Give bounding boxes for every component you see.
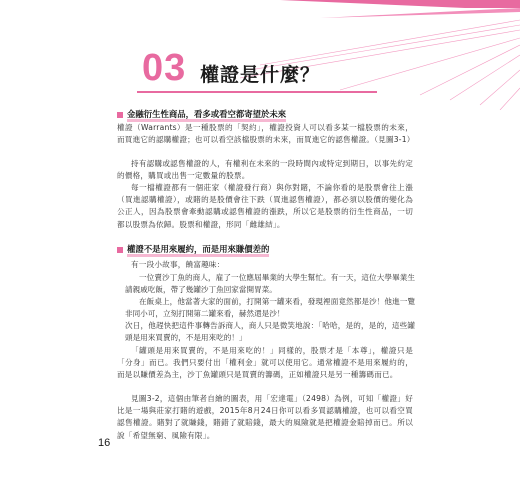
story-intro: 有一段小故事，饒富趣味： (131, 260, 225, 269)
corner-pink-triangle (0, 0, 520, 14)
paragraph: 持有認購或認售權證的人，有權利在未來的一段時間內或特定到期日，以事先約定的價格，購買或出售一定數量的股票。 (117, 159, 413, 181)
section-title-1: 金融衍生性商品，看多或看空都寄望於未來 (117, 108, 286, 120)
header-stripes-decoration (220, 0, 520, 110)
story-paragraph: 在飯桌上，他當著大家的面前，打開第一罐來看，發現裡面竟然都是沙！他進一覽非同小可，立刻打開第二罐來看，赫然還是沙！ (125, 297, 415, 319)
paragraph: 每一檔權證都有一個莊家（權證發行商）與你對賭，不論你看的是股票會往上漲（買進認購權證），或賭的是股價會往下跌（買進認售權證），都必須以股價的變化為公正人，因為股票會牽動認購或認售權證的漲跌，所以它是股票的衍生性商品，一切都以股票為依歸。股票和權證，形同「雌雄結」。 (117, 183, 413, 229)
section-title-2: 權證不是用來履約，而是用來賺價差的 (117, 243, 269, 255)
square-bullet-icon (117, 247, 123, 253)
chapter-number: 03 (142, 47, 187, 89)
square-bullet-icon (117, 112, 123, 118)
paragraph: 權證（Warrants）是一種股票的「契約」，權證投資人可以看多某一檔股票的未來，而買進它的認購權證；也可以看空該檔股票的未來，而買進它的認售權證。（見圖3-1） (117, 123, 415, 145)
paragraph: 見圖3-2，這個由筆者自繪的圖表，用「宏達電」（2498）為例，可知「權證」好比是一場與莊家打賭的遊戲，2015年8月24日你可以看多買認購權證，也可以看空買認售權證。賭對了就賺錢，賭錯了就賠錢，最大的風險就是把權證金賠掉而已。所以說「希望無窮、風險有限」。 (117, 394, 413, 440)
story-paragraph: 次日，他趕快把這件事轉告訴商人，商人只是微笑地說：「哈哈，是的，是的，這些罐頭是用來買賣的，不是用來吃的！」 (125, 321, 415, 343)
page-number: 16 (98, 437, 111, 449)
chapter-title-underline (137, 91, 377, 93)
chapter-title: 權證是什麼？ (200, 64, 321, 86)
paragraph: 「罐頭是用來買賣的，不是用來吃的！」同樣的，股票才是「本尊」，權證只是「分身」而已。我們只要付出「權利金」就可以使用它。通常權證不是用來履約的，而是以賺價差為主，沙丁魚罐頭只是買賣的籌碼，正如權證只是另一種籌碼而已。 (117, 346, 413, 380)
story-paragraph: 一位賣沙丁魚的商人，雇了一位應屆畢業的大學生幫忙。有一天，這位大學畢業生請親戚吃飯，帶了幾罐沙丁魚回家當開胃菜。 (125, 273, 415, 295)
